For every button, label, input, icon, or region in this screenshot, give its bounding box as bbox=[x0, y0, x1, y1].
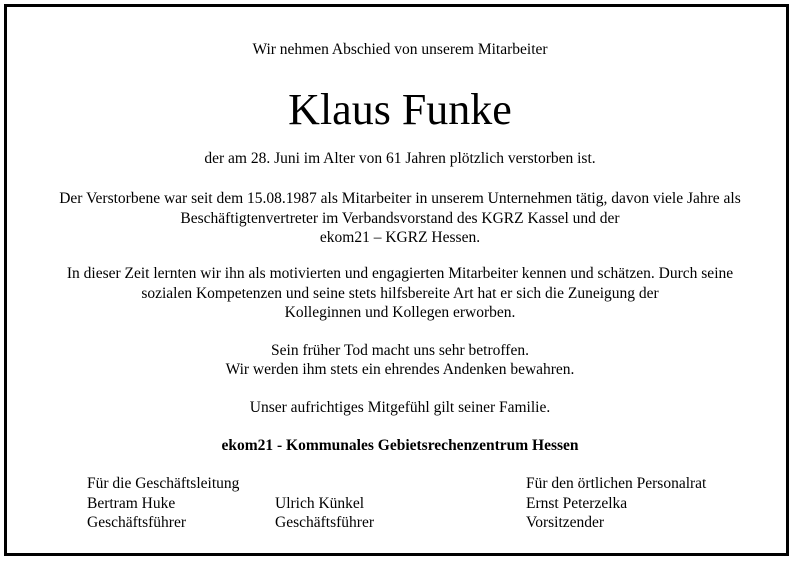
signer2-name: Ulrich Künkel bbox=[275, 495, 365, 512]
signer2-role: Geschäftsführer bbox=[275, 514, 374, 531]
intro-line: Wir nehmen Abschied von unserem Mitarbeiter bbox=[252, 41, 548, 58]
para2-line2: sozialen Kompetenzen und seine stets hilfsbereite Art hat er sich die Zuneigung der bbox=[141, 285, 659, 302]
signer3-role: Vorsitzender bbox=[526, 514, 605, 531]
para2-line1: In dieser Zeit lernten wir ihn als motivierten und engagierten Mitarbeiter kennen und schätzen. Durch seine bbox=[66, 265, 734, 282]
signer3-name: Ernst Peterzelka bbox=[526, 495, 628, 512]
left-signature-header: Für die Geschäftsleitung bbox=[87, 475, 240, 492]
para3-line1: Sein früher Tod macht uns sehr betroffen. bbox=[271, 342, 529, 359]
organization-name: ekom21 - Kommunales Gebietsrechenzentrum Hessen bbox=[221, 437, 579, 454]
death-line: der am 28. Juni im Alter von 61 Jahren plötzlich verstorben ist. bbox=[204, 150, 596, 167]
para2-line3: Kolleginnen und Kollegen erworben. bbox=[284, 304, 516, 321]
condolence-line: Unser aufrichtiges Mitgefühl gilt seiner Familie. bbox=[249, 399, 551, 416]
deceased-name: Klaus Funke bbox=[288, 85, 512, 134]
signer1-role: Geschäftsführer bbox=[87, 514, 186, 531]
para3-line2: Wir werden ihm stets ein ehrendes Andenken bewahren. bbox=[225, 361, 575, 378]
para1-line3: ekom21 – KGRZ Hessen. bbox=[319, 229, 481, 246]
para1-line1: Der Verstorbene war seit dem 15.08.1987 als Mitarbeiter in unserem Unternehmen tätig, davon viele Jahre als bbox=[59, 190, 741, 207]
right-signature-header: Für den örtlichen Personalrat bbox=[526, 475, 707, 492]
signer1-name: Bertram Huke bbox=[87, 495, 176, 512]
para1-line2: Beschäftigtenvertreter im Verbandsvorstand des KGRZ Kassel und der bbox=[180, 210, 620, 227]
